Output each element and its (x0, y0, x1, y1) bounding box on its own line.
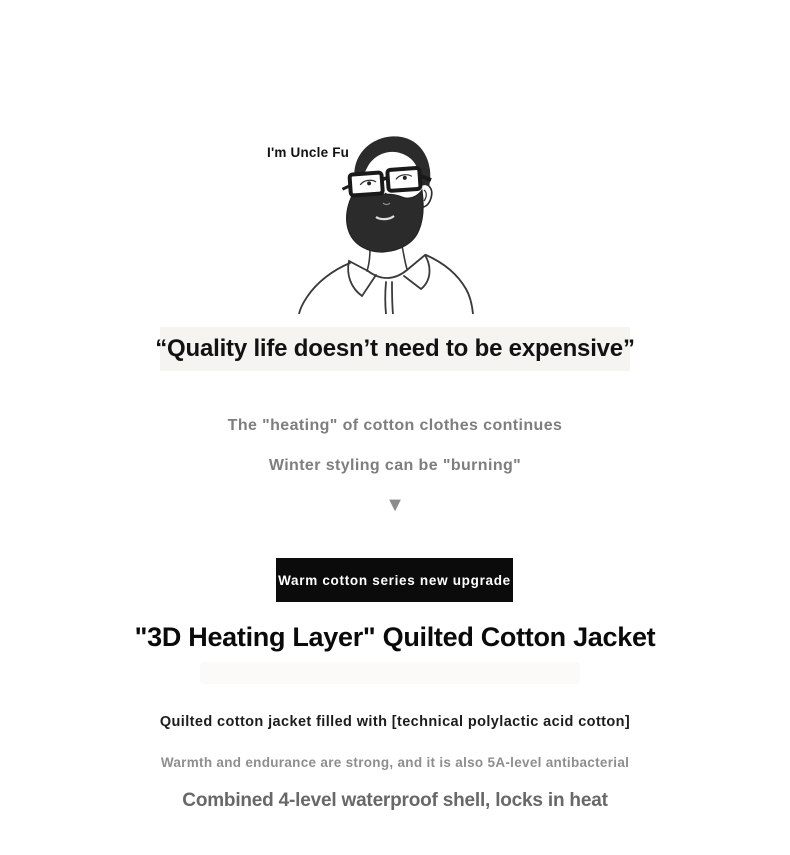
detail-line-1: Quilted cotton jacket filled with [technical polylactic acid cotton] (159, 714, 631, 730)
product-title: "3D Heating Layer" Quilted Cotton Jacket (134, 622, 656, 652)
quote-text: “Quality life doesn’t need to be expensive” (155, 335, 635, 362)
faint-smudge-band (200, 662, 580, 684)
intro-line-2: Winter styling can be "burning" (268, 457, 522, 474)
detail-line-2: Warmth and endurance are strong, and it is also 5A-level antibacterial (160, 755, 630, 770)
down-triangle-icon: ▼ (385, 494, 405, 516)
series-badge-label: Warm cotton series new upgrade (278, 572, 511, 588)
series-badge (276, 558, 513, 602)
quote-banner (155, 327, 635, 371)
intro-line-1: The "heating" of cotton clothes continues (227, 417, 563, 434)
beard (347, 190, 424, 252)
shirt-outline (299, 255, 473, 314)
hero-caption: I'm Uncle Fu (267, 145, 350, 160)
detail-line-3: Combined 4-level waterproof shell, locks in heat (182, 790, 608, 811)
uncle-fu-portrait-illustration (288, 124, 488, 314)
